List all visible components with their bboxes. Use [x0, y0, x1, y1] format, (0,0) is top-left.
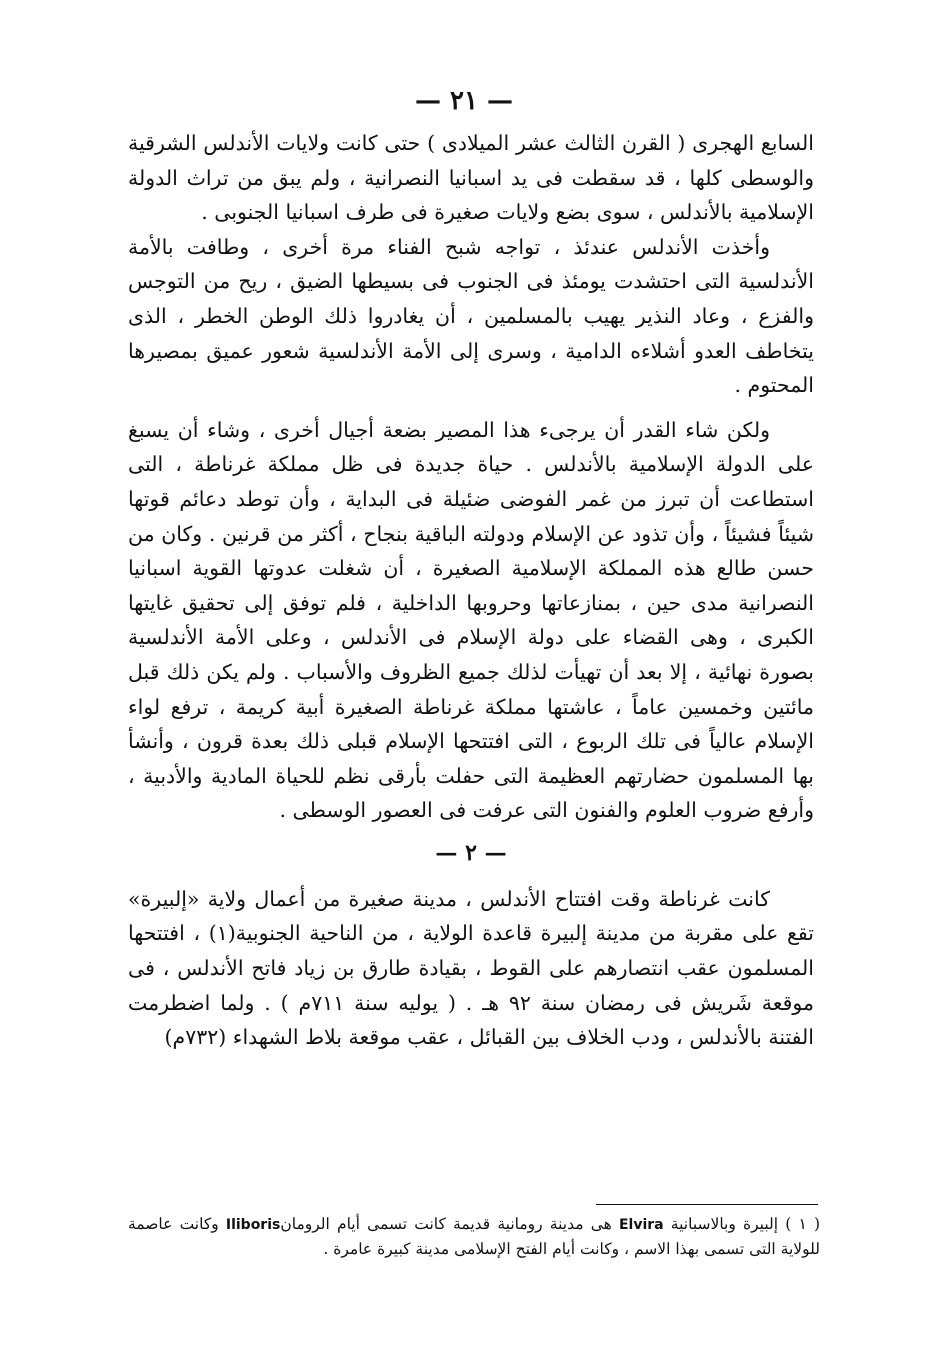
paragraph-3: ولكن شاء القدر أن يرجىء هذا المصير بضعة أجيال أخرى ، وشاء أن يسبغ على الدولة الإسلامية بالأندلس . حياة جديدة فى ظل مملكة غرناطة ، التى استطاعت أن تبرز من غمر الفوضى ضئيلة فى البداية ، وأن توطد دعائم قوتها شيئاً فشيئاً ، وأن تذود عن الإسلام ودولته الباقية بنجاح ، أكثر من قرنين . وكان من حسن طالع هذه المملكة الإسلامية الصغيرة ، أن شغلت عدوتها القوية اسبانيا النصرانية مدى حين ، بمنازعاتها وحروبها الداخلية ، فلم توفق إلى تحقيق غايتها الكبرى ، وهى القضاء على دولة الإسلام فى الأندلس ، وعلى الأمة الأندلسية بصورة نهائية ، إلا بعد أن تهيأت لذلك جميع الظروف والأسباب . ولم يكن ذلك قبل مائتين وخمسين عاماً ، عاشتها مملكة غرناطة الصغيرة أبية كريمة ، ترفع لواء الإسلام عالياً فى تلك الربوع ، التى افتتحها الإسلام قبلى ذلك بعدة قرون ، وأنشأ بها المسلمون حضارتهم العظيمة التى حفلت بأرقى نظم للحياة المادية والأدبية ، وأرفع ضروب العلوم والفنون التى عرفت فى العصور الوسطى . — [128, 417, 814, 823]
footnote-divider — [596, 1204, 818, 1205]
footnote-text-1: إلبيرة وبالاسبانية — [670, 1215, 779, 1233]
paragraph-1: السابع الهجرى ( القرن الثالث عشر الميلادى ) حتى كانت ولايات الأندلس الشرقية والوسطى كلها ، قد سقطت فى يد اسبانيا النصرانية ، ولم يبق من تراث الدولة الإسلامية بالأندلس ، سوى بضع ولايات صغيرة فى طرف اسبانيا الجنوبى . — [128, 131, 814, 225]
section-number: — ٢ — — [435, 839, 507, 866]
footnote-latin-iliberis: Iliboris — [225, 1217, 281, 1233]
footnote-text-3: وكانت عاصمة للولاية التى تسمى بهذا الاسم ، وكانت أيام الفتح الإسلامى مدينة كبيرة عامرة . — [128, 1215, 820, 1258]
page-number: — ٢١ — — [414, 86, 514, 116]
body-text — [128, 126, 814, 1055]
footnote-marker: ( ١ ) — [785, 1215, 821, 1233]
footnote — [128, 1212, 820, 1261]
footnote-latin-elvira: Elvira — [618, 1217, 664, 1233]
footnote-text-2: هى مدينة رومانية قديمة كانت تسمى أيام الرومان — [280, 1215, 612, 1233]
section-paragraph: كانت غرناطة وقت افتتاح الأندلس ، مدينة صغيرة من أعمال ولاية «إلبيرة» تقع على مقربة من مدينة إلبيرة قاعدة الولاية ، من الناحية الجنوبية(١) ، افتتحها المسلمون عقب انتصارهم على القوط ، بقيادة طارق بن زياد فاتح الأندلس ، فى موقعة شَريش فى رمضان سنة ٩٢ هـ . ( يوليه سنة ٧١١م ) . ولما اضطرمت الفتنة بالأندلس ، ودب الخلاف بين القبائل ، عقب موقعة بلاط الشهداء (٧٣٢م) — [128, 886, 814, 1050]
paragraph-2: وأخذت الأندلس عندئذ ، تواجه شبح الفناء مرة أخرى ، وطافت بالأمة الأندلسية التى احتشدت يومئذ فى الجنوب فى بسيطها الضيق ، ريح من التوجس والفزع ، وعاد النذير يهيب بالمسلمين ، أن يغادروا ذلك الوطن الخطر ، الذى يتخاطف العدو أشلاءه الدامية ، وسرى إلى الأمة الأندلسية شعور عميق بمصيرها المحتوم . — [128, 234, 814, 398]
